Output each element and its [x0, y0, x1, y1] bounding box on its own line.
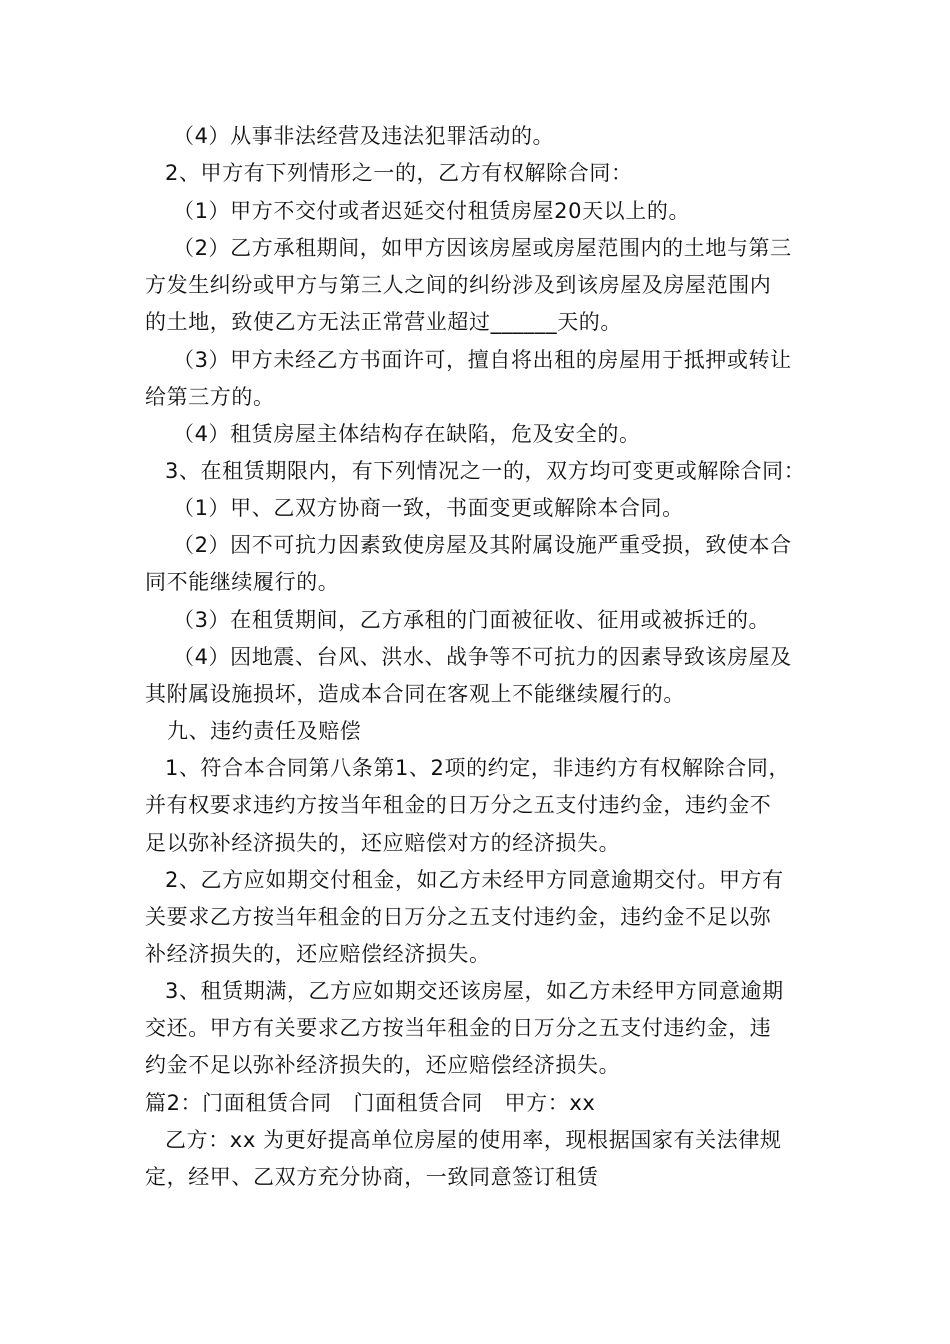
section-heading-9: 九、违约责任及赔偿 [167, 719, 362, 743]
text-line-12: （2）因不可抗力因素致使房屋及其附属设施严重受损，致使本合 [173, 533, 792, 557]
text-line-8: 给第三方的。 [145, 385, 275, 409]
text-line-11: （1）甲、乙双方协商一致，书面变更或解除本合同。 [173, 496, 684, 520]
text-line-29: 定，经甲、乙双方充分协商，一致同意签订租赁 [145, 1165, 599, 1189]
text-line-25: 交还。甲方有关要求乙方按当年租金的日万分之五支付违约金，违 [145, 1016, 772, 1040]
text-line-22: 关要求乙方按当年租金的日万分之五支付违约金，违约金不足以弥 [145, 905, 772, 929]
text-line-20: 足以弥补经济损失的，还应赔偿对方的经济损失。 [145, 831, 621, 855]
text-line-14: （3）在租赁期间，乙方承租的门面被征收、征用或被拆迁的。 [173, 608, 771, 632]
text-line-19: 并有权要求违约方按当年租金的日万分之五支付违约金，违约金不 [145, 793, 772, 817]
text-line-13: 同不能继续履行的。 [145, 570, 340, 594]
text-line-1: （4）从事非法经营及违法犯罪活动的。 [173, 124, 555, 148]
text-line-5: 方发生纠纷或甲方与第三人之间的纠纷涉及到该房屋及房屋范围内 [145, 273, 772, 297]
text-line-18: 1、符合本合同第八条第1、2项的约定，非违约方有权解除合同， [165, 756, 791, 780]
text-line-10: 3、在租赁期限内，有下列情况之一的，双方均可变更或解除合同： [165, 459, 806, 483]
text-line-7: （3）甲方未经乙方书面许可，擅自将出租的房屋用于抵押或转让 [173, 348, 792, 372]
text-line-2: 2、甲方有下列情形之一的，乙方有权解除合同： [165, 161, 633, 185]
text-line-9: （4）租赁房屋主体结构存在缺陷，危及安全的。 [173, 422, 641, 446]
part2-heading: 篇2：门面租赁合同 门面租赁合同 甲方：xx [145, 1091, 596, 1115]
text-line-28: 乙方：xx 为更好提高单位房屋的使用率，现根据国家有关法律规 [165, 1128, 782, 1152]
text-line-6: 的土地，致使乙方无法正常营业超过______天的。 [145, 310, 622, 334]
text-line-21: 2、乙方应如期交付租金，如乙方未经甲方同意逾期交付。甲方有 [165, 868, 784, 892]
text-line-3: （1）甲方不交付或者迟延交付租赁房屋20天以上的。 [173, 199, 691, 223]
text-line-16: 其附属设施损坏，造成本合同在客观上不能继续履行的。 [145, 682, 685, 706]
text-line-26: 约金不足以弥补经济损失的，还应赔偿经济损失。 [145, 1053, 621, 1077]
text-line-15: （4）因地震、台风、洪水、战争等不可抗力的因素导致该房屋及 [173, 645, 792, 669]
text-line-4: （2）乙方承租期间，如甲方因该房屋或房屋范围内的土地与第三 [173, 236, 792, 260]
text-line-23: 补经济损失的，还应赔偿经济损失。 [145, 942, 491, 966]
text-line-24: 3、租赁期满，乙方应如期交还该房屋，如乙方未经甲方同意逾期 [165, 979, 784, 1003]
